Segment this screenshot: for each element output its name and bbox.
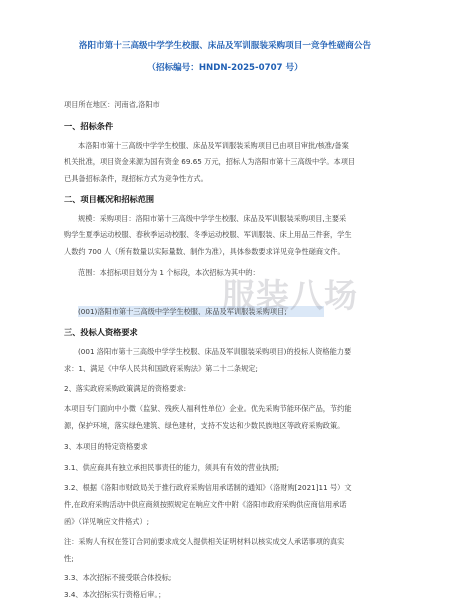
section3-line: 3.4、本次招标实行资格后审。； xyxy=(64,590,166,599)
section3-line: 注：采购人有权在签订合同前要求成交人提供相关证明材料以核实成交人承诺事项的真实 xyxy=(64,537,345,546)
section3-line: 3、本项目的特定资格要求 xyxy=(64,442,148,451)
section-heading-3: 三、投标人资格要求 xyxy=(64,327,138,337)
section2-line: 人数约 700 人（所有数量以实际量数、制作为准），具体参数要求详见竞争性磋商文件。 xyxy=(64,247,345,256)
section3-line: 求：1、满足《中华人民共和国政府采购法》第二十二条规定; xyxy=(64,364,258,373)
section3-line: 源，保护环境，落实绿色建筑、绿色建材，支持不发达和少数民族地区等政府采购政策。 xyxy=(64,421,345,430)
section3-line: 本项目专门面向中小微（监狱、残疾人福利性单位）企业。优先采购节能环保产品，节约能 xyxy=(64,404,352,413)
section3-line: 性; xyxy=(64,554,74,563)
section3-line: 函》（详见响应文件格式）; xyxy=(64,517,150,526)
section1-line: 已具备招标条件，现招标方式为竞争性方式。 xyxy=(64,174,208,183)
section3-line: 3.2、根据《洛阳市财政局关于推行政府采购信用承诺制的通知》（洛财购[2021]11 号）文 xyxy=(64,483,352,492)
section3-line: 3.1、供应商具有独立承担民事责任的能力，须具有有效的营业执照; xyxy=(64,463,280,472)
section2-line: 范围：本招标项目划分为 1 个标段，本次招标为其中的： xyxy=(78,268,260,277)
section2-line: 购学生夏季运动校服、春秋季运动校服、冬季运动校服、军训服装、床上用品三件套，学生 xyxy=(64,230,352,239)
bid-number: （招标编号：HNDN-2025-0707 号） xyxy=(147,63,303,73)
section1-line: 本洛阳市第十三高级中学学生校服、床品及军训服装采购项目已由项目审批/核准/备案 xyxy=(78,141,349,150)
section2-line: 规模：采购项目：洛阳市第十三高级中学学生校服、床品及军训服装采购项目,主要采 xyxy=(78,214,347,223)
section2-lot-line: (001)洛阳市第十三高级中学学生校服、床品及军训服装采购项目; xyxy=(78,307,287,316)
section3-line: 2、落实政府采购政策满足的资格要求: xyxy=(64,384,186,393)
document-title: 洛阳市第十三高级中学学生校服、床品及军训服装采购项目一竞争性磋商公告 xyxy=(78,41,372,51)
section-heading-2: 二、项目概况和招标范围 xyxy=(64,194,155,204)
section1-line: 机关批准，项目资金来源为国有资金 69.65 万元，招标人为洛阳市第十三高级中学。本项目 xyxy=(64,157,356,166)
section-heading-1: 一、招标条件 xyxy=(64,121,114,131)
project-location: 项目所在地区：河南省,洛阳市 xyxy=(64,100,160,109)
section3-line: 件,在政府采购活动中供应商须按照规定在响应文件中附《洛阳市政府采购供应商信用承诺 xyxy=(64,500,347,509)
watermark: 服装八场 xyxy=(222,276,358,315)
section3-line: 3.3、本次招标不接受联合体投标; xyxy=(64,573,172,582)
section3-line: (001 洛阳市第十三高级中学学生校服、床品及军训服装采购项目)的投标人资格能力要 xyxy=(78,347,352,356)
